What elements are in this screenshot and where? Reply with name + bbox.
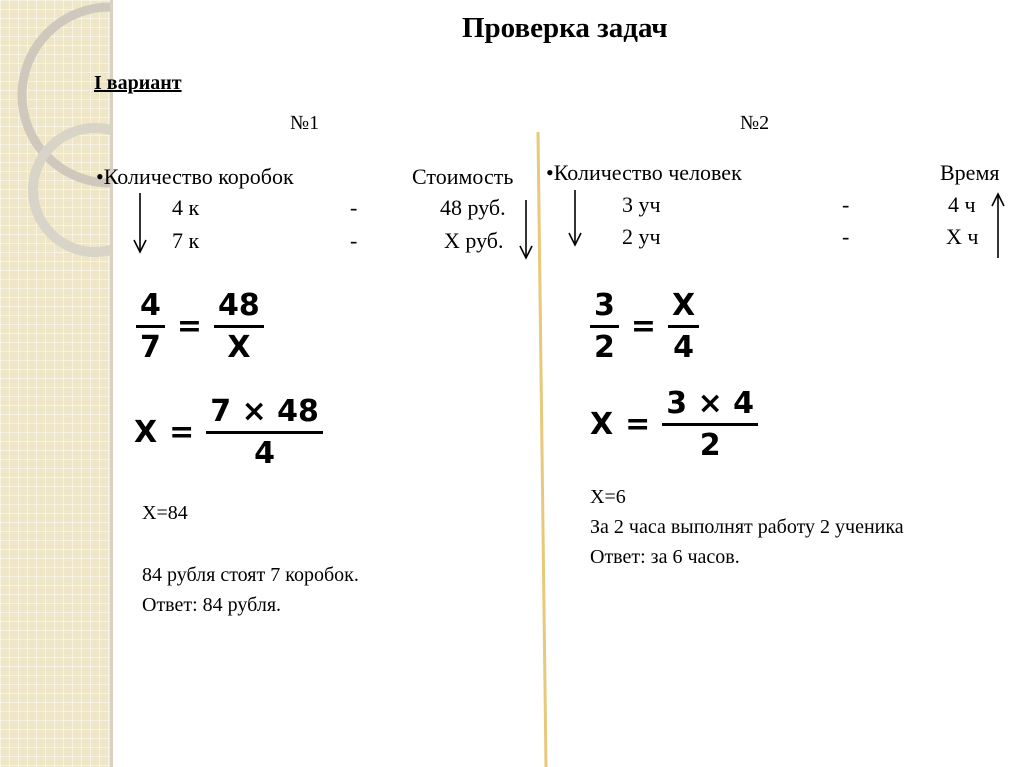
fraction-denominator: 2 (594, 330, 615, 365)
fraction-denominator: 4 (673, 330, 695, 365)
task2-row2-dash: - (842, 224, 850, 249)
fraction-numerator: 3 (594, 288, 615, 323)
variant-label: I вариант (94, 72, 182, 94)
fraction-numerator: X (672, 288, 696, 323)
task1-answer-line1: 84 рубля стоят 7 коробок. (142, 564, 359, 586)
task2-number: №2 (740, 112, 770, 134)
task1-result: Х=84 (142, 502, 188, 524)
task1-header-left: •Количество коробок (96, 164, 294, 189)
task2-result: Х=6 (590, 486, 626, 508)
task1-header-right: Стоимость (412, 164, 514, 189)
fraction-denominator: 2 (699, 428, 721, 463)
task2-header-left: •Количество человек (546, 160, 742, 185)
task1-row1-right: 48 руб. (440, 195, 506, 220)
page-title: Проверка задач (462, 12, 668, 44)
fraction-numerator: 7 × 48 (210, 394, 319, 429)
fraction-numerator: 3 × 4 (666, 386, 755, 421)
equals-sign: = (176, 309, 203, 344)
fraction-numerator: 4 (140, 288, 161, 323)
fraction-denominator: 4 (254, 436, 276, 471)
task2-row1-right: 4 ч (948, 192, 976, 217)
fraction-numerator: 48 (218, 288, 260, 323)
equals-sign: = (630, 309, 657, 344)
task1-row1-left: 4 к (172, 195, 200, 220)
task2-answer-line1: За 2 часа выполнят работу 2 ученика (590, 516, 904, 538)
arrow-down-icon (520, 200, 532, 258)
fraction-denominator: 7 (140, 330, 161, 365)
solution-variable: X (590, 407, 614, 442)
task2-answer-line2: Ответ: за 6 часов. (590, 546, 740, 568)
column-divider (538, 132, 546, 767)
task2-row2-left: 2 уч (622, 224, 661, 249)
task1-row2-dash: - (350, 228, 358, 253)
solution-variable: X (134, 415, 158, 450)
task1-row1-dash: - (350, 195, 358, 220)
task1-row2-left: 7 к (172, 228, 200, 253)
task1-row2-right: Х руб. (444, 228, 504, 253)
arrow-up-icon (992, 194, 1004, 258)
fraction-denominator: X (227, 330, 251, 365)
task2-row1-left: 3 уч (622, 192, 661, 217)
equals-sign: = (625, 407, 651, 442)
task2-row2-right: Х ч (946, 224, 979, 249)
task1-number: №1 (290, 112, 320, 134)
arrow-down-icon (134, 193, 146, 252)
arrow-down-icon (569, 190, 581, 245)
task2-header-right: Время (940, 160, 1000, 185)
task2-row1-dash: - (842, 192, 850, 217)
equals-sign: = (169, 415, 195, 450)
task1-answer-line2: Ответ: 84 рубля. (142, 594, 282, 616)
